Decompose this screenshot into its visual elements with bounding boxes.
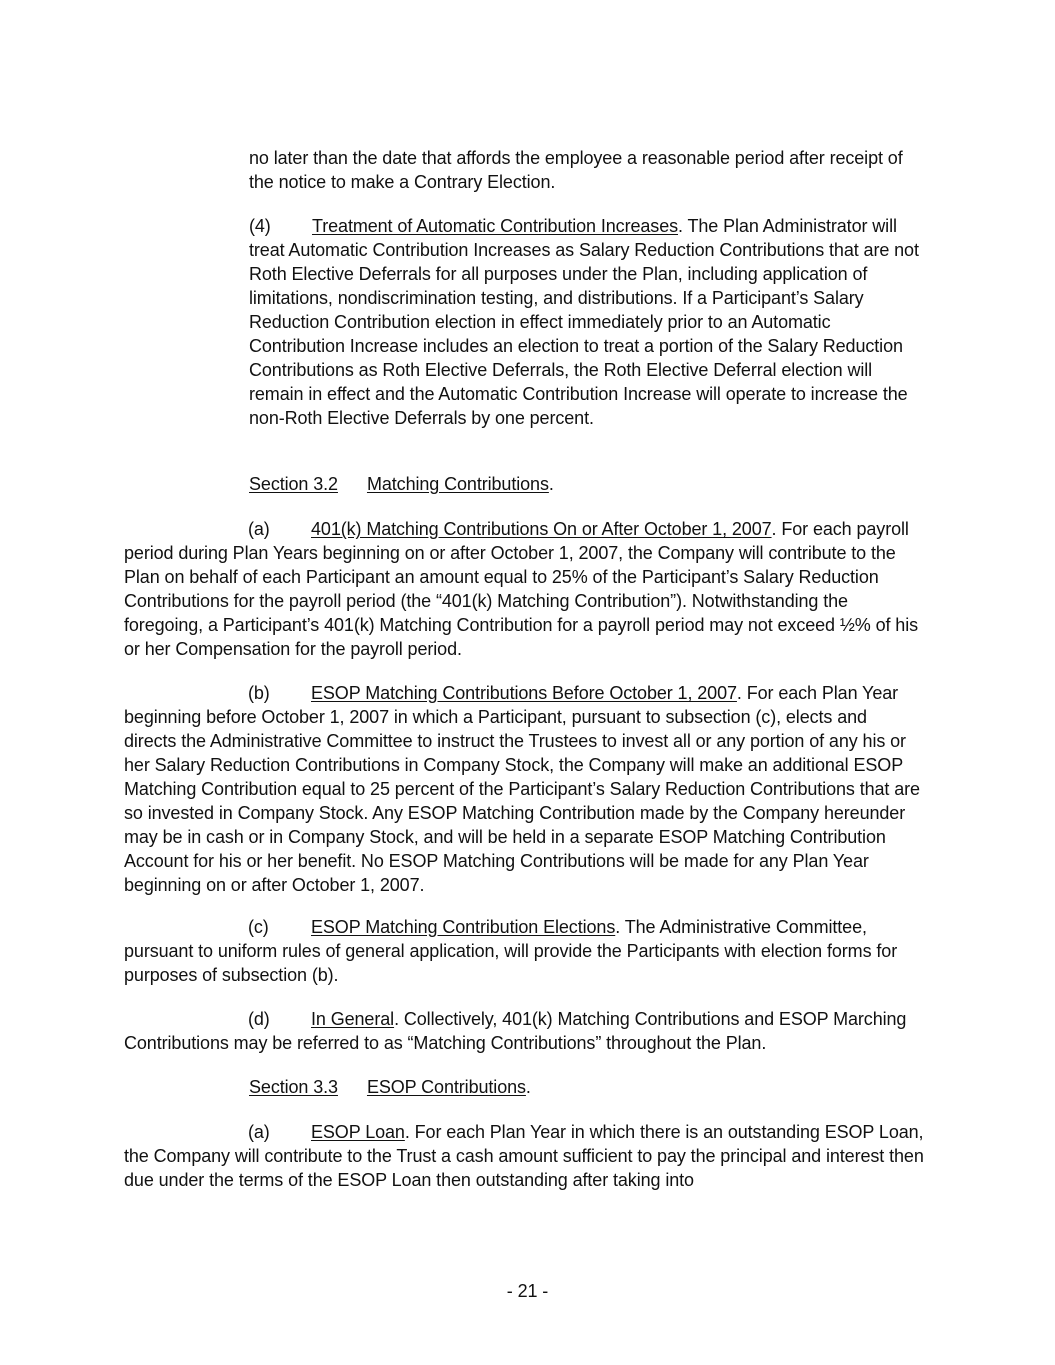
section-title: Matching Contributions — [366, 474, 549, 494]
paragraph-heading: ESOP Loan — [311, 1122, 405, 1142]
paragraph-number: (d) — [248, 1009, 270, 1029]
paragraph-continuation — [249, 146, 924, 194]
paragraph-number: (c) — [248, 917, 269, 937]
paragraph-heading: ESOP Matching Contributions Before October 1, 2007 — [311, 683, 737, 703]
paragraph-text: . For each Plan Year beginning before October 1, 2007 in which a Participant, pursuant to subsection (c), elects and directs the Administrative Committee to instruct the Trustees to invest all or any portion of any his or her Salary Reduction Contributions in Company Stock, the Company will make an additional ESOP Matching Contribution equal to 25 percent of the Participant’s Salary Reduction Contributions that are so invested in Company Stock. Any ESOP Matching Contribution made by the Company hereunder may be in cash or in Company Stock, and will be held in a separate ESOP Matching Contribution Account for his or her benefit. No ESOP Matching Contributions will be made for any Plan Year beginning on or after October 1, 2007. — [124, 683, 920, 895]
paragraph-number: (a) — [248, 519, 270, 539]
paragraph-text: . For each payroll period during Plan Years beginning on or after October 1, 2007, the Company will contribute to the Plan on behalf of each Participant an amount equal to 25% of the Participant’s Salary Reduction Contributions for the payroll period (the “401(k) Matching Contribution”). Notwithstanding the foregoing, a Participant’s 401(k) Matching Contribution for a payroll period may not exceed ½% of his or her Compensation for the payroll period. — [124, 519, 919, 659]
paragraph-heading: 401(k) Matching Contributions On or After October 1, 2007 — [311, 519, 772, 539]
paragraph-3-2-b — [124, 681, 924, 897]
section-title-suffix: . — [525, 1077, 531, 1097]
section-number: Section 3.2 — [249, 474, 338, 494]
paragraph-heading: Treatment of Automatic Contribution Increases — [312, 216, 679, 236]
paragraph-heading: ESOP Matching Contribution Elections — [311, 917, 616, 937]
paragraph-text: . Collectively, 401(k) Matching Contributions and ESOP Marching Contributions may be referred to as “Matching Contributions” throughout the Plan. — [124, 1009, 907, 1053]
paragraph-3-2-d — [124, 1007, 924, 1055]
paragraph-text: no later than the date that affords the employee a reasonable period after receipt of the notice to make a Contrary Election. — [249, 148, 903, 192]
section-3-3-heading — [249, 1075, 924, 1099]
section-title-suffix: . — [548, 474, 554, 494]
paragraph-text: . The Administrative Committee, pursuant to uniform rules of general application, will provide the Participants with election forms for purposes of subsection (b). — [124, 917, 898, 985]
paragraph-text: . The Plan Administrator will treat Automatic Contribution Increases as Salary Reduction Contributions that are not Roth Elective Deferrals for all purposes under the Plan, including application of limitations, nondiscrimination testing, and distributions. If a Participant’s Salary Reduction Contribution election in effect immediately prior to an Automatic Contribution Increase includes an election to treat a portion of the Salary Reduction Contributions as Roth Elective Deferrals, the Roth Elective Deferral election will remain in effect and the Automatic Contribution Increase will operate to increase the non-Roth Elective Deferrals by one percent. — [249, 216, 919, 428]
paragraph-heading: In General — [311, 1009, 395, 1029]
paragraph-number: (4) — [249, 216, 271, 236]
paragraph-3-3-a — [124, 1120, 924, 1192]
paragraph-3-2-a — [124, 517, 924, 661]
paragraph-3-2-c — [124, 915, 924, 987]
section-title: ESOP Contributions — [366, 1077, 526, 1097]
section-number: Section 3.3 — [249, 1077, 338, 1097]
paragraph-number: (a) — [248, 1122, 270, 1142]
page-number: - 21 - — [506, 1281, 549, 1301]
section-3-2-heading — [249, 472, 924, 496]
paragraph-text: . For each Plan Year in which there is an outstanding ESOP Loan, the Company will contribute to the Trust a cash amount sufficient to pay the principal and interest then due under the terms of the ESOP Loan then outstanding after taking into — [124, 1122, 924, 1190]
paragraph-number: (b) — [248, 683, 270, 703]
paragraph-4 — [249, 214, 924, 430]
